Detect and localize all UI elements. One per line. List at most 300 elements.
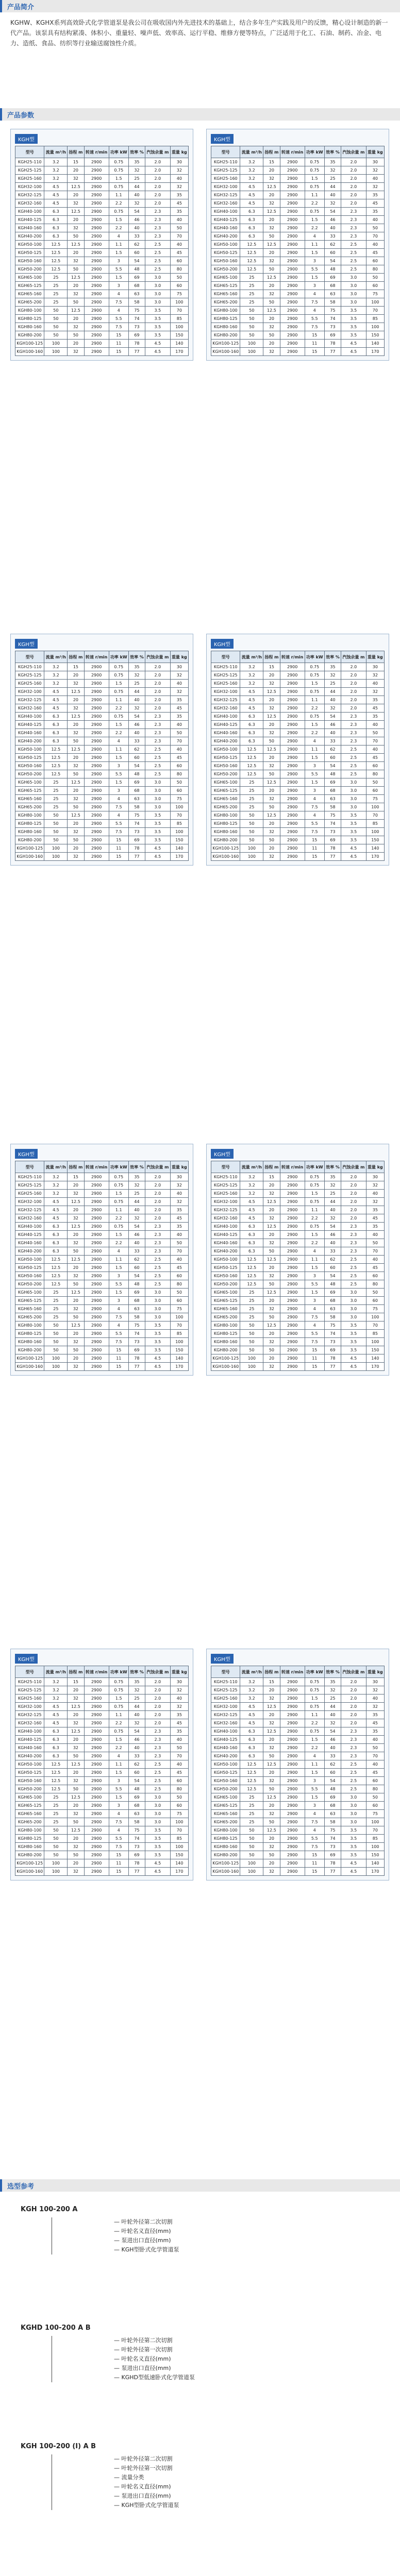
spec-cell: KGH65-125 — [15, 282, 44, 290]
spec-cell: 20 — [263, 1354, 280, 1363]
spec-cell: 68 — [128, 282, 145, 290]
spec-cell: 45 — [366, 754, 384, 762]
spec-cell: 2900 — [280, 1338, 305, 1346]
spec-cell: 45 — [366, 704, 384, 713]
spec-cell: KGH32-125 — [15, 1206, 44, 1214]
spec-cell: 54 — [324, 1223, 341, 1231]
model-line: — KGHD型低速卧式化学管道泵 — [52, 2373, 195, 2382]
spec-cell: 20 — [68, 787, 84, 795]
spec-cell: 2900 — [280, 1678, 305, 1686]
model-example — [21, 2205, 179, 2255]
spec-cell: 25 — [240, 1305, 263, 1313]
spec-cell: 2.5 — [145, 1264, 171, 1272]
spec-cell: 3.0 — [341, 1793, 366, 1802]
spec-cell: 15 — [305, 853, 324, 861]
spec-row — [15, 778, 189, 787]
spec-cell: 32 — [324, 704, 341, 713]
spec-cell: 2900 — [84, 232, 109, 241]
spec-cell: KGH32-100 — [15, 183, 44, 191]
spec-cell: 12.5 — [240, 265, 263, 274]
spec-cell: 2.0 — [145, 1686, 171, 1694]
spec-cell: 2.0 — [145, 680, 171, 688]
spec-cell: 50 — [44, 1835, 68, 1843]
spec-cell: 2900 — [84, 1694, 109, 1703]
spec-cell: 2.0 — [145, 1678, 171, 1686]
spec-row — [211, 175, 385, 183]
spec-cell: KGH50-160 — [211, 1777, 240, 1785]
spec-cell: 3 — [305, 257, 324, 265]
spec-cell: 2900 — [84, 1338, 109, 1346]
spec-cell: 1.1 — [109, 241, 128, 249]
spec-cell: 25 — [240, 1313, 263, 1321]
spec-row — [15, 175, 189, 183]
model-title: 选型参考 — [0, 2179, 400, 2192]
spec-cell: 2.0 — [341, 191, 366, 199]
spec-cell: KGH25-160 — [15, 680, 44, 688]
spec-cell: 0.75 — [109, 1703, 128, 1711]
spec-cell: 6.3 — [240, 1727, 263, 1736]
spec-cell: 3.5 — [145, 820, 171, 828]
spec-cell: 32 — [68, 1239, 84, 1247]
spec-cell: KGH32-100 — [15, 1198, 44, 1206]
spec-cell: 2900 — [84, 1851, 109, 1859]
spec-cell: 3.0 — [341, 282, 366, 290]
spec-cell: 1.1 — [305, 1206, 324, 1214]
spec-cell: 46 — [324, 1736, 341, 1744]
spec-cell: 2900 — [280, 688, 305, 696]
spec-cell: 0.75 — [109, 1223, 128, 1231]
spec-cell: 3.2 — [44, 1190, 68, 1198]
spec-cell: 32 — [324, 166, 341, 175]
spec-cell: 50 — [44, 307, 68, 315]
spec-cell: 3.0 — [341, 274, 366, 282]
spec-row — [15, 298, 189, 307]
spec-cell: 1.1 — [109, 1760, 128, 1769]
spec-cell: 48 — [128, 1785, 145, 1793]
spec-cell: 32 — [366, 671, 384, 680]
spec-cell: KGH65-200 — [15, 1818, 44, 1826]
model-line: — 叶轮名义直径(mm) — [52, 2482, 179, 2492]
spec-cell: 2900 — [84, 1686, 109, 1694]
spec-cell: 32 — [324, 671, 341, 680]
spec-cell: 63 — [324, 1305, 341, 1313]
spec-cell: 3.0 — [145, 282, 171, 290]
spec-cell: 1.5 — [305, 778, 324, 787]
spec-cell: 100 — [44, 844, 68, 853]
spec-cell: 32 — [170, 1198, 188, 1206]
spec-cell: 4 — [109, 1826, 128, 1835]
spec-cell: 20 — [68, 216, 84, 224]
spec-cell: 40 — [170, 680, 188, 688]
spec-cell: KGH40-125 — [15, 1736, 44, 1744]
spec-cell: 2.2 — [109, 704, 128, 713]
spec-cell: 2900 — [84, 1264, 109, 1272]
spec-table — [15, 146, 189, 356]
spec-cell: KGH32-160 — [211, 704, 240, 713]
spec-cell: 54 — [324, 713, 341, 721]
spec-cell: 5.5 — [109, 265, 128, 274]
panel-tag: KGH型 — [15, 639, 38, 649]
spec-row — [211, 1181, 385, 1190]
spec-cell: 2900 — [280, 795, 305, 803]
spec-row — [211, 1289, 385, 1297]
spec-cell: 4.5 — [240, 704, 263, 713]
spec-cell: 50 — [170, 778, 188, 787]
spec-cell: 85 — [170, 1330, 188, 1338]
spec-cell: 33 — [128, 737, 145, 745]
spec-cell: 70 — [366, 232, 384, 241]
spec-row — [15, 265, 189, 274]
spec-header: 功率 kW — [305, 1666, 324, 1678]
spec-cell: 50 — [170, 224, 188, 232]
intro-text: KGHW、KGHX系列高效卧式化学管道泵是我公司在吸收国内外先进技术的基础上，结合多年生产实践及用户的反馈，精心设计制造的新一代产品。该泵具有结构紧凑、体积小、重量轻、噪声低、效率高、运行平稳、维修方便等特点，广泛适用于化工、石油、制药、冶金、电力、造纸、食品、纺织等行业输送腐蚀性介质。 — [10, 19, 388, 47]
spec-cell: 2.5 — [145, 1785, 171, 1793]
spec-cell: 77 — [128, 853, 145, 861]
spec-cell: 78 — [324, 1859, 341, 1868]
spec-cell: 2.0 — [145, 158, 171, 166]
spec-cell: 0.75 — [305, 688, 324, 696]
spec-cell: 2900 — [84, 1752, 109, 1760]
spec-cell: 3.0 — [341, 787, 366, 795]
spec-cell: 2900 — [84, 1181, 109, 1190]
spec-cell: 5.5 — [305, 265, 324, 274]
spec-row — [211, 1835, 385, 1843]
spec-cell: 12.5 — [263, 1321, 280, 1330]
spec-cell: 2900 — [84, 1826, 109, 1835]
spec-cell: 73 — [128, 1843, 145, 1851]
spec-cell: 50 — [68, 232, 84, 241]
spec-cell: KGH80-200 — [211, 1851, 240, 1859]
spec-cell: 40 — [170, 1190, 188, 1198]
spec-cell: 73 — [128, 323, 145, 331]
spec-row — [15, 1289, 189, 1297]
spec-cell: 1.5 — [109, 175, 128, 183]
spec-cell: 2.0 — [145, 1214, 171, 1223]
spec-row — [15, 1818, 189, 1826]
spec-cell: KGH25-125 — [15, 1686, 44, 1694]
spec-cell: 40 — [366, 1736, 384, 1744]
spec-cell: 20 — [68, 696, 84, 704]
spec-cell: 3 — [305, 1777, 324, 1785]
spec-cell: KGH80-200 — [211, 1346, 240, 1354]
spec-cell: 3.0 — [341, 1313, 366, 1321]
spec-table — [211, 1161, 385, 1371]
spec-cell: 2900 — [84, 795, 109, 803]
spec-cell: 78 — [324, 1354, 341, 1363]
spec-cell: 2900 — [84, 1256, 109, 1264]
spec-cell: 20 — [263, 721, 280, 729]
spec-row — [211, 183, 385, 191]
spec-cell: 40 — [170, 721, 188, 729]
spec-cell: 40 — [170, 1694, 188, 1703]
spec-cell: 6.3 — [240, 1223, 263, 1231]
spec-header: 型号 — [211, 651, 240, 663]
spec-cell: 4.5 — [341, 1354, 366, 1363]
spec-cell: 2900 — [280, 803, 305, 811]
spec-cell: KGH50-125 — [15, 1769, 44, 1777]
spec-header: 汽蚀余量 m — [341, 146, 366, 158]
spec-cell: 20 — [263, 1736, 280, 1744]
spec-cell: 12.5 — [263, 1198, 280, 1206]
spec-cell: 2.5 — [341, 249, 366, 257]
spec-cell: 2.2 — [305, 1239, 324, 1247]
spec-cell: KGH40-200 — [15, 1247, 44, 1256]
spec-cell: 3.5 — [341, 828, 366, 836]
spec-cell: 45 — [170, 199, 188, 208]
spec-cell: 25 — [44, 1802, 68, 1810]
spec-cell: 40 — [170, 175, 188, 183]
spec-cell: 78 — [324, 340, 341, 348]
spec-cell: KGH25-110 — [15, 663, 44, 671]
spec-cell: 1.1 — [109, 1206, 128, 1214]
spec-cell: 140 — [170, 1354, 188, 1363]
spec-cell: 12.5 — [263, 1826, 280, 1835]
spec-cell: 2900 — [280, 331, 305, 340]
spec-cell: 170 — [170, 1363, 188, 1371]
spec-cell: KGH80-100 — [15, 1321, 44, 1330]
spec-cell: 2900 — [280, 1305, 305, 1313]
spec-cell: KGH40-100 — [15, 1223, 44, 1231]
spec-row — [211, 1223, 385, 1231]
spec-cell: 1.5 — [109, 1736, 128, 1744]
spec-cell: 75 — [170, 290, 188, 298]
spec-cell: KGH50-200 — [15, 770, 44, 778]
spec-cell: 25 — [240, 1289, 263, 1297]
spec-cell: 32 — [68, 1810, 84, 1818]
spec-cell: 58 — [324, 298, 341, 307]
spec-cell: 3.0 — [145, 298, 171, 307]
spec-cell: 2.5 — [341, 745, 366, 754]
spec-cell: KGH80-100 — [211, 811, 240, 820]
spec-cell: 32 — [68, 1214, 84, 1223]
spec-cell: 58 — [324, 1313, 341, 1321]
spec-header: 扬程 m — [68, 651, 84, 663]
spec-cell: KGH65-160 — [15, 1305, 44, 1313]
spec-cell: 20 — [263, 1181, 280, 1190]
spec-cell: 6.3 — [240, 1744, 263, 1752]
spec-cell: KGH50-160 — [211, 762, 240, 770]
spec-cell: 2900 — [280, 241, 305, 249]
spec-cell: 32 — [263, 1777, 280, 1785]
spec-cell: 40 — [366, 1231, 384, 1239]
spec-cell: 32 — [263, 323, 280, 331]
spec-cell: 32 — [263, 828, 280, 836]
spec-cell: 4 — [109, 307, 128, 315]
spec-header: 重量 kg — [366, 651, 384, 663]
spec-cell: 12.5 — [68, 1760, 84, 1769]
spec-cell: 32 — [68, 257, 84, 265]
spec-cell: 2.0 — [341, 166, 366, 175]
spec-cell: 35 — [324, 663, 341, 671]
spec-cell: 2.0 — [145, 166, 171, 175]
spec-cell: 74 — [128, 820, 145, 828]
spec-cell: 3.5 — [341, 1843, 366, 1851]
spec-cell: 2900 — [84, 241, 109, 249]
spec-cell: 2900 — [280, 663, 305, 671]
spec-cell: 3.0 — [145, 1793, 171, 1802]
spec-cell: 2900 — [84, 1346, 109, 1354]
spec-cell: 20 — [68, 721, 84, 729]
spec-cell: 25 — [128, 175, 145, 183]
spec-row — [211, 795, 385, 803]
spec-cell: 6.3 — [240, 721, 263, 729]
spec-cell: 40 — [324, 729, 341, 737]
spec-cell: 2.5 — [145, 1280, 171, 1289]
spec-cell: 2900 — [84, 844, 109, 853]
spec-header: 转速 r/min — [84, 1666, 109, 1678]
spec-cell: 3.5 — [341, 1346, 366, 1354]
spec-cell: 2900 — [84, 1785, 109, 1793]
spec-row — [211, 1736, 385, 1744]
spec-row — [211, 1321, 385, 1330]
spec-row — [211, 770, 385, 778]
spec-cell: 50 — [263, 1247, 280, 1256]
spec-row — [15, 1256, 189, 1264]
spec-cell: 4 — [109, 1752, 128, 1760]
spec-cell: 50 — [263, 1346, 280, 1354]
spec-cell: 2.0 — [145, 1694, 171, 1703]
spec-cell: 2.0 — [145, 1206, 171, 1214]
spec-cell: 3 — [305, 762, 324, 770]
spec-row — [211, 290, 385, 298]
spec-cell: 2900 — [84, 1280, 109, 1289]
spec-cell: 2.2 — [109, 729, 128, 737]
spec-row — [15, 249, 189, 257]
spec-cell: 58 — [128, 1818, 145, 1826]
spec-cell: 50 — [263, 298, 280, 307]
spec-cell: 40 — [128, 696, 145, 704]
spec-cell: 62 — [324, 745, 341, 754]
spec-cell: 70 — [170, 1321, 188, 1330]
spec-cell: 3.5 — [341, 323, 366, 331]
spec-row — [15, 844, 189, 853]
spec-cell: 70 — [366, 1752, 384, 1760]
spec-cell: 2.0 — [145, 175, 171, 183]
spec-cell: 40 — [366, 216, 384, 224]
spec-cell: 2.3 — [341, 721, 366, 729]
spec-cell: 25 — [128, 680, 145, 688]
spec-cell: 2.0 — [145, 183, 171, 191]
spec-cell: 58 — [324, 1818, 341, 1826]
spec-cell: 35 — [366, 191, 384, 199]
spec-cell: 50 — [44, 315, 68, 323]
spec-cell: 2900 — [280, 232, 305, 241]
spec-cell: KGH25-110 — [15, 1678, 44, 1686]
spec-row — [211, 1727, 385, 1736]
spec-cell: 20 — [263, 1330, 280, 1338]
spec-cell: 6.3 — [240, 1239, 263, 1247]
spec-cell: 73 — [128, 828, 145, 836]
spec-cell: 2.0 — [145, 191, 171, 199]
spec-row — [211, 1264, 385, 1272]
spec-cell: 35 — [366, 1711, 384, 1719]
spec-cell: 0.75 — [109, 1173, 128, 1181]
spec-cell: 2900 — [84, 836, 109, 844]
spec-cell: 1.5 — [305, 680, 324, 688]
spec-header: 功率 kW — [305, 146, 324, 158]
spec-header: 转速 r/min — [280, 1161, 305, 1173]
spec-cell: 0.75 — [109, 1727, 128, 1736]
spec-header: 流量 m³/h — [44, 651, 68, 663]
spec-cell: 50 — [170, 274, 188, 282]
spec-cell: 32 — [128, 1719, 145, 1727]
spec-cell: 2900 — [280, 1818, 305, 1826]
spec-cell: 25 — [128, 1190, 145, 1198]
spec-cell: 15 — [109, 1851, 128, 1859]
spec-cell: 32 — [263, 1719, 280, 1727]
spec-row — [15, 1264, 189, 1272]
spec-cell: 32 — [68, 1694, 84, 1703]
spec-cell: 20 — [68, 249, 84, 257]
spec-cell: 32 — [263, 1868, 280, 1876]
spec-cell: KGH25-125 — [211, 166, 240, 175]
spec-cell: 3.0 — [145, 1802, 171, 1810]
spec-cell: 32 — [324, 199, 341, 208]
spec-cell: KGH100-160 — [211, 1363, 240, 1371]
spec-cell: 35 — [366, 1223, 384, 1231]
spec-cell: 4.5 — [44, 191, 68, 199]
spec-cell: 3.0 — [341, 290, 366, 298]
spec-cell: 20 — [68, 340, 84, 348]
spec-cell: 7.5 — [305, 1313, 324, 1321]
spec-row — [211, 224, 385, 232]
spec-cell: 7.5 — [305, 803, 324, 811]
spec-cell: 77 — [128, 1868, 145, 1876]
spec-cell: 20 — [68, 671, 84, 680]
spec-cell: 12.5 — [44, 1760, 68, 1769]
spec-cell: 63 — [324, 1810, 341, 1818]
spec-cell: 40 — [128, 1744, 145, 1752]
spec-cell: KGH65-125 — [15, 1297, 44, 1305]
spec-cell: 2900 — [280, 1851, 305, 1859]
spec-cell: 15 — [305, 1363, 324, 1371]
spec-header: 转速 r/min — [84, 146, 109, 158]
spec-row — [15, 1321, 189, 1330]
spec-cell: KGH80-160 — [15, 323, 44, 331]
spec-header: 扬程 m — [68, 1161, 84, 1173]
spec-cell: 15 — [263, 1678, 280, 1686]
spec-cell: 25 — [44, 778, 68, 787]
spec-cell: 50 — [366, 1289, 384, 1297]
spec-header: 汽蚀余量 m — [341, 651, 366, 663]
spec-cell: 33 — [128, 232, 145, 241]
spec-cell: 0.75 — [109, 1198, 128, 1206]
spec-cell: 4 — [109, 737, 128, 745]
spec-cell: 2900 — [280, 298, 305, 307]
spec-cell: 40 — [128, 1711, 145, 1719]
spec-cell: 35 — [128, 663, 145, 671]
spec-cell: KGH50-160 — [15, 762, 44, 770]
spec-cell: 78 — [128, 340, 145, 348]
spec-cell: 100 — [366, 298, 384, 307]
spec-cell: 4 — [305, 795, 324, 803]
spec-row — [211, 713, 385, 721]
spec-cell: 70 — [170, 811, 188, 820]
spec-table — [211, 146, 385, 356]
spec-cell: 3.0 — [341, 1818, 366, 1826]
spec-cell: 2900 — [84, 208, 109, 216]
spec-cell: 6.3 — [44, 1239, 68, 1247]
spec-cell: 2900 — [280, 836, 305, 844]
spec-cell: 50 — [366, 224, 384, 232]
spec-cell: 12.5 — [44, 1272, 68, 1280]
spec-cell: KGH40-125 — [15, 721, 44, 729]
spec-cell: 12.5 — [263, 274, 280, 282]
spec-cell: 2900 — [84, 1206, 109, 1214]
spec-cell: 2900 — [280, 1256, 305, 1264]
spec-cell: 32 — [128, 1686, 145, 1694]
spec-cell: 58 — [128, 298, 145, 307]
